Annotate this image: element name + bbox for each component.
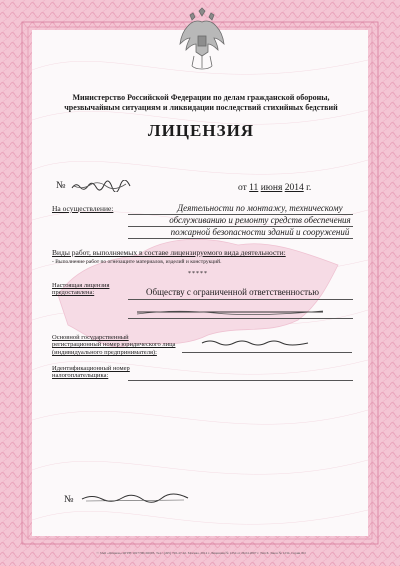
activity-underline-2 — [128, 226, 353, 227]
redacted-licensee-name — [135, 306, 325, 318]
date-suffix: г. — [306, 183, 312, 193]
form-number-label: № — [64, 494, 74, 505]
activity-line-3: пожарной безопасности зданий и сооружений — [170, 227, 350, 238]
work-types-terminator: ***** — [188, 271, 208, 277]
issuing-authority — [40, 93, 362, 114]
redacted-license-number — [70, 180, 132, 192]
inn-label-line-2: налогоплательщика: — [52, 372, 109, 380]
date-year: 2014 — [284, 183, 304, 193]
ogrn-label — [52, 334, 175, 356]
licensee-underline-1 — [128, 299, 353, 300]
activity-line-1: Деятельности по монтажу, техническому — [177, 203, 343, 213]
activity-underline-3 — [128, 238, 353, 239]
authority-line-2: чрезвычайным ситуациям и ликвидации последствий стихийных бедствий — [64, 103, 338, 113]
ogrn-underline — [182, 352, 352, 353]
work-type-item: - Выполнение работ по огнезащите материалов, изделий и конструкций. — [52, 259, 222, 265]
document-title: ЛИЦЕНЗИЯ — [147, 121, 255, 140]
issued-to-label-line-1: Настоящая лицензия — [52, 282, 110, 289]
issued-to-label — [52, 282, 109, 297]
inn-underline — [128, 380, 353, 381]
activity-line-2: обслуживанию и ремонту средств обеспечения — [169, 215, 351, 226]
coat-of-arms-emblem — [178, 6, 226, 78]
redacted-ogrn — [200, 338, 310, 348]
activity-label: На осуществление: — [52, 204, 114, 213]
work-types-label: Виды работ, выполняемых в составе лицензируемого вида деятельности: — [52, 248, 286, 257]
redacted-form-number — [80, 492, 190, 504]
ogrn-label-line-1: Основной государственный — [52, 334, 129, 341]
date-month: июня — [260, 183, 283, 193]
inn-label-line-1: Идентификационный номер — [52, 365, 130, 372]
activity-underline-1 — [128, 214, 353, 215]
issue-date — [238, 183, 311, 193]
date-day: 11 — [249, 183, 259, 193]
ogrn-label-line-3: (индивидуального предпринимателя): — [52, 348, 157, 356]
activity-description — [150, 202, 370, 238]
issued-to-label-line-2: предоставлена: — [52, 289, 95, 297]
ogrn-label-line-2: регистрационный номер юридического лица — [52, 341, 176, 349]
licensee-underline-2 — [128, 318, 353, 319]
authority-line-1: Министерство Российской Федерации по делам гражданской обороны, — [72, 93, 330, 102]
printer-footer: © ЗАО «Опцион» ОГРН 1027700192003. Тел.: (495) 726-47-42. Москва, 2014 г. Лицензия № 1254 от 26.04.2007 г. Тип Б. Заказ № 1234. Серия ЛО — [96, 551, 306, 555]
inn-label — [52, 365, 130, 380]
licensee-name: Обществу с ограниченной ответственностью — [146, 287, 319, 297]
date-prefix: от — [238, 183, 247, 193]
license-number-label: № — [56, 180, 66, 191]
